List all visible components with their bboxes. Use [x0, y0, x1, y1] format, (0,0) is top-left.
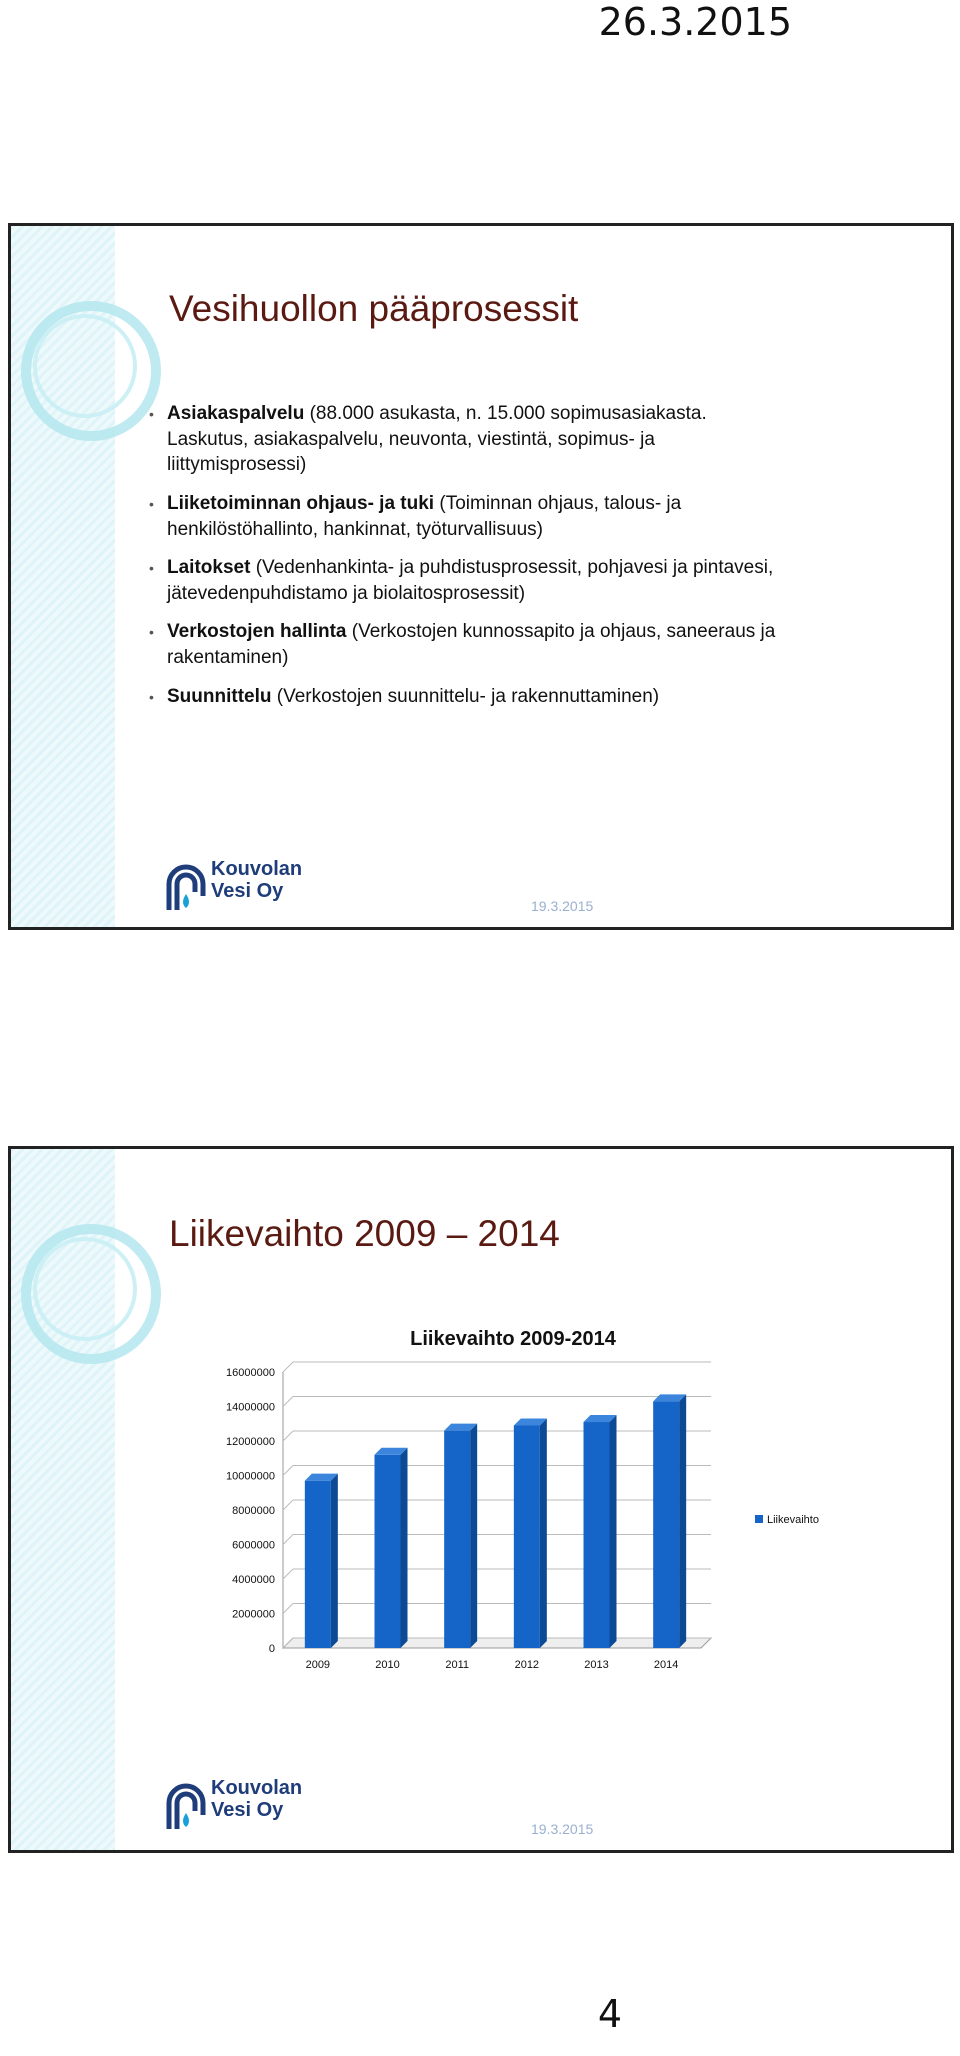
bar-side	[401, 1448, 408, 1648]
company-logo	[163, 1773, 313, 1833]
bar-side	[331, 1474, 338, 1648]
y-tick-label: 14000000	[226, 1401, 275, 1414]
logo-icon	[163, 1773, 209, 1831]
legend-swatch	[755, 1515, 763, 1523]
gridline	[283, 1466, 293, 1476]
bar-side	[540, 1418, 547, 1648]
bullet-text: (Vedenhankinta- ja puhdistusprosessit, pohjavesi ja pintavesi, jätevedenpuhdistamo ja biolaitosprosessit)	[167, 557, 774, 604]
bullet-text: (88.000 asukasta, n. 15.000 sopimusasiakasta. Laskutus, asiakaspalvelu, neuvonta, viestintä, sopimus- ja liittymisprosessi)	[167, 403, 707, 476]
bar-side	[470, 1424, 477, 1648]
gridline	[283, 1569, 293, 1579]
bar	[584, 1422, 610, 1648]
bullet-list	[149, 401, 789, 722]
logo-line2: Vesi Oy	[211, 1799, 284, 1821]
gridline	[283, 1431, 293, 1441]
logo-line1: Kouvolan	[211, 858, 303, 880]
bar	[305, 1481, 331, 1648]
bullet-item	[149, 401, 789, 478]
x-tick-label: 2009	[305, 1659, 331, 1671]
gridline	[283, 1604, 293, 1614]
y-tick-label: 16000000	[226, 1367, 275, 1379]
y-tick-label: 8000000	[232, 1505, 275, 1517]
gridline	[283, 1500, 293, 1510]
bullet-item	[149, 491, 789, 542]
bar	[514, 1425, 540, 1648]
x-tick-label: 2010	[375, 1659, 400, 1671]
y-tick-label: 0	[268, 1643, 275, 1655]
x-tick-label: 2011	[445, 1659, 469, 1671]
chart-title: Liikevaihto 2009-2014	[410, 1328, 616, 1350]
bullet-item	[149, 555, 789, 606]
chart-floor	[283, 1638, 711, 1648]
bullet-heading: Asiakaspalvelu	[167, 403, 305, 424]
company-logo	[163, 854, 313, 914]
revenue-chart	[11, 1149, 951, 1850]
x-tick-label: 2013	[584, 1659, 609, 1671]
bullet-text: (Verkostojen suunnittelu- ja rakennuttaminen)	[271, 685, 660, 707]
y-tick-label: 12000000	[226, 1436, 275, 1448]
logo-icon	[163, 854, 209, 912]
bar-side	[610, 1415, 617, 1648]
decoration-ring	[33, 314, 137, 418]
y-tick-label: 2000000	[232, 1608, 275, 1621]
x-tick-label: 2014	[653, 1659, 679, 1671]
bar-side	[679, 1394, 686, 1648]
bullet-item	[149, 619, 789, 670]
bullet-item	[149, 684, 789, 710]
y-tick-label: 10000000	[226, 1470, 275, 1483]
bullet-text: (Toiminnan ohjaus, talous- ja henkilöstöhallinto, hankinnat, työturvallisuus)	[167, 492, 682, 540]
bar	[375, 1455, 401, 1648]
slide-processes	[8, 223, 954, 930]
slide-title: Vesihuollon pääprosessit	[169, 288, 579, 329]
gridline	[283, 1397, 293, 1407]
gridline	[283, 1535, 293, 1545]
bullet-heading: Verkostojen hallinta	[167, 621, 347, 643]
slide-footer-date: 19.3.2015	[531, 1821, 594, 1837]
logo-line1: Kouvolan	[211, 1777, 303, 1799]
bullet-heading: Suunnittelu	[167, 685, 272, 707]
logo-line2: Vesi Oy	[211, 880, 284, 902]
page-number: 4	[597, 1992, 623, 2036]
slide-title: Liikevaihto 2009 – 2014	[169, 1213, 560, 1254]
bullet-heading: Liiketoiminnan ohjaus- ja tuki	[167, 492, 435, 514]
slide-footer-date: 19.3.2015	[531, 898, 594, 914]
bar	[444, 1431, 470, 1648]
slide-revenue	[8, 1146, 954, 1853]
bullet-text: (Verkostojen kunnossapito ja ohjaus, saneeraus ja rakentaminen)	[167, 621, 776, 669]
page-date: 26.3.2015	[598, 0, 792, 44]
bar	[653, 1401, 679, 1648]
legend-label: Liikevaihto	[767, 1514, 819, 1526]
bullet-heading: Laitokset	[167, 557, 251, 579]
x-tick-label: 2012	[514, 1659, 540, 1671]
gridline	[283, 1362, 293, 1372]
y-tick-label: 4000000	[232, 1574, 275, 1586]
y-tick-label: 6000000	[232, 1539, 275, 1552]
